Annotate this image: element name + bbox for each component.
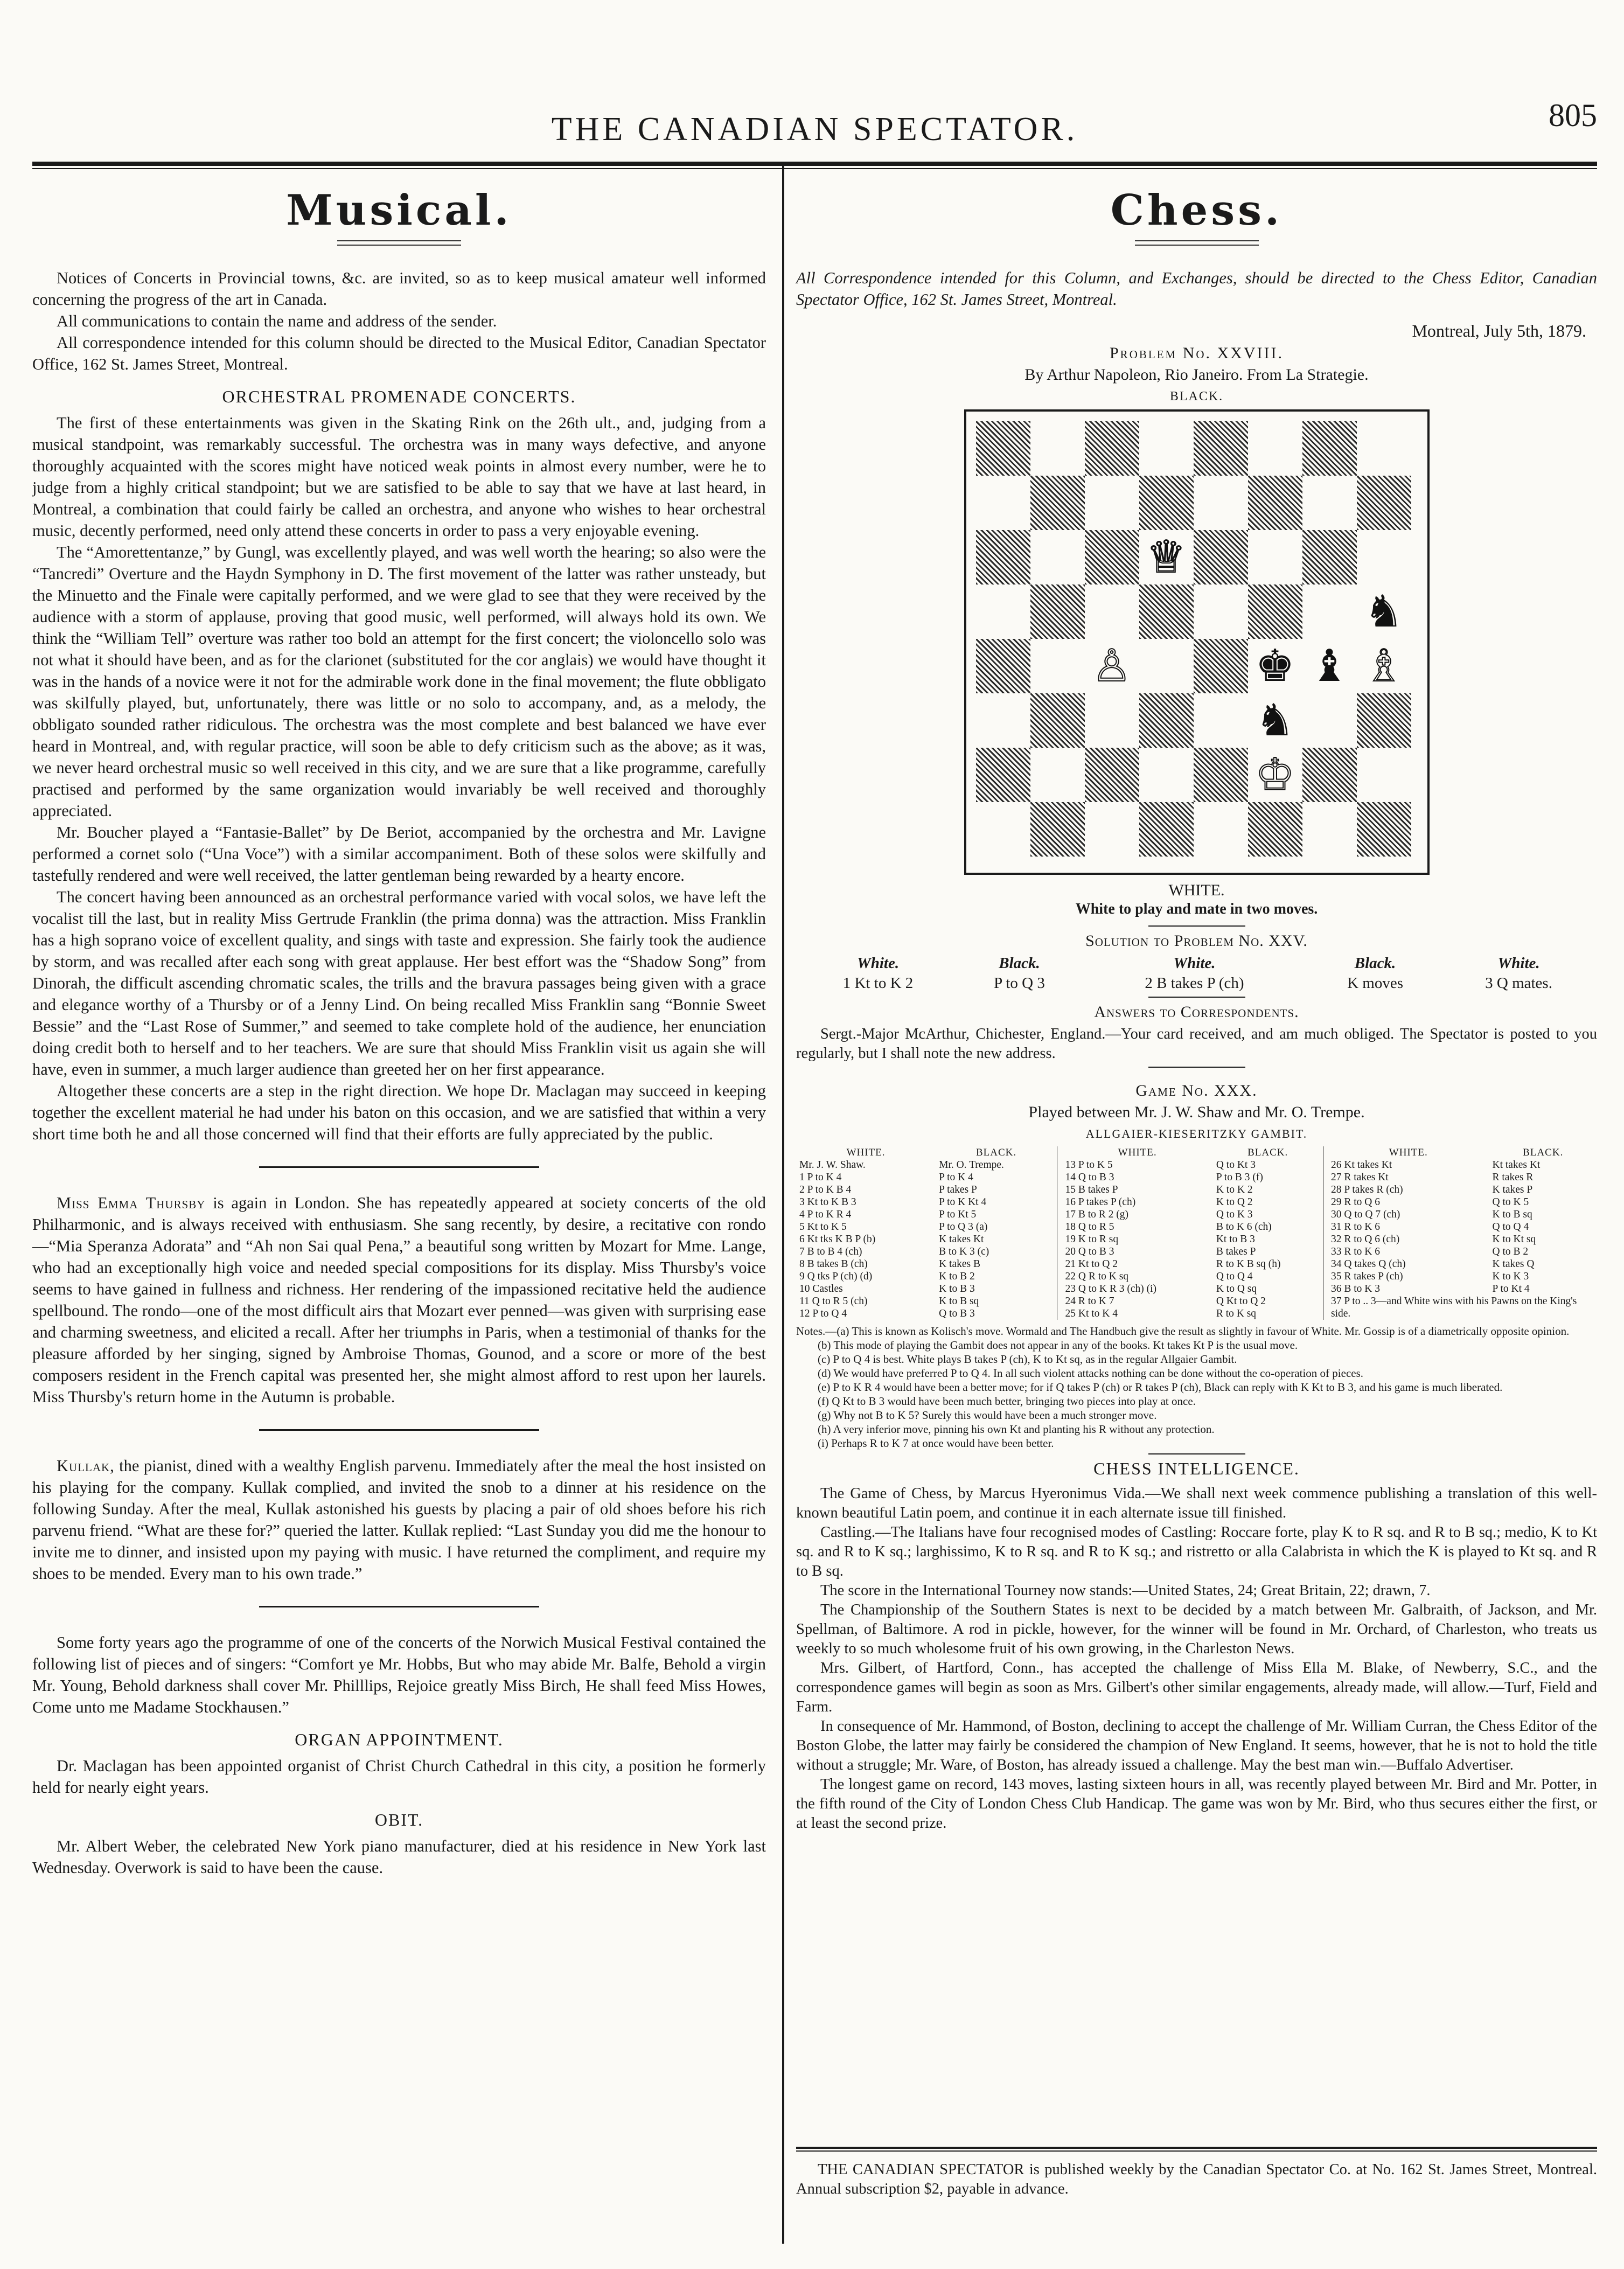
moves-table (1062, 1146, 1323, 1320)
board-square-b3 (1030, 693, 1085, 748)
board-square-g5 (1302, 584, 1357, 639)
move-row (796, 1245, 1057, 1258)
white-bishop-icon: ♗ (1364, 640, 1404, 692)
heading-flourish (1135, 240, 1259, 246)
black-move: K takes B (939, 1258, 980, 1270)
move-row (1062, 1270, 1323, 1283)
board-square-b8 (1030, 421, 1085, 476)
footer-rule-thin (796, 2150, 1597, 2152)
move-row (1328, 1270, 1597, 1283)
black-move: P to Kt 5 (939, 1209, 977, 1220)
norwich-paragraph: Some forty years ago the programme of one of the concerts of the Norwich Musical Festival contained the following list of pieces and of singers: “Comfort ye Mr. Hobbs, But who may abide Mr. Balfe, Behold a virgin Mr. Young, Behold darkness shall cover Mr. Philllips, Rejoice greatly Miss Birch, He shall feed Miss Howes, Come unto me Madame Stockhausen.” (32, 1633, 766, 1716)
black-move: K to K 3 (1492, 1271, 1529, 1282)
chess-board (976, 421, 1411, 857)
thursby-text: is again in London. She has repeatedly appeared at society concerts of the old Philharmonic, and is always received with enthusiasm. She sang recently, by desire, a recitative con rondo—“Mia Speranza Adorata” and “Ah non Sai qual Pena,” a beautiful song written by Mozart for Mme. Lange, who had an exceptionally high voice and needed special compositions for its display. Miss Thursby's voice seems to have gained in fullness and richness. Her rendering of the impassioned recitative held the audience spellbound. The rondo—one of the most difficult airs that Mozart ever penned—was given with surprising ease and charming sweetness, and elicited a recall. After her triumphs in Paris, when a testimonial of thanks for the pleasure afforded by her singing, signed by Ambroise Thomas, Gounod, and a score or more of the best composers resident in the French capital was presented her, she might almost afford to rest upon her laurels. Miss Thursby's return home in the Autumn is probable. (32, 1194, 766, 1406)
publication-title: THE CANADIAN SPECTATOR. (551, 111, 1078, 148)
board-square-e8 (1194, 421, 1248, 476)
page-number: 805 (1549, 98, 1597, 133)
kullak-text: the pianist, dined with a wealthy English parvenu. Immediately after the meal the host insisted on his playing for the company. Kullak complied, and invited the snob to a dinner at his residence on the following Sunday. After the meal, Kullak astonished his guests by placing a pair of old shoes before his rich parvenu friend. “What are these for?” queried the latter. Kullak replied: “Last Sunday you did me the honour to invite me to dinner, and insisted upon my paying with music. I have returned the compliment, and require my shoes to be mended. Every man to his own trade.” (32, 1457, 766, 1583)
white-move: 31 R to K 6 (1331, 1221, 1381, 1233)
chess-date: Montreal, July 5th, 1879. (1412, 321, 1586, 340)
chess-correspondence: All Correspondence intended for this Column, and Exchanges, should be directed to the Chess Editor, Canadian Spectator Office, 162 St. James Street, Montreal. (796, 269, 1597, 309)
solution-move: P to Q 3 (994, 975, 1045, 992)
kullak-lead: Kullak, (57, 1457, 115, 1475)
black-knight-icon: ♞ (1255, 694, 1295, 746)
move-row (796, 1171, 1057, 1184)
concerts-paragraph: Altogether these concerts are a step in the right direction. We hope Dr. Maclagan may succeed in keeping together the excellent material he had under his baton on this occasion, and we are satisfied that within a very short time both he and all those concerned will find that their efforts are fully appreciated by the public. (32, 1082, 766, 1143)
white-move: 35 R takes P (ch) (1331, 1271, 1403, 1282)
board-square-f4 (1248, 639, 1302, 693)
player-white: Mr. J. W. Shaw. (799, 1159, 866, 1171)
white-move: 16 P takes P (ch) (1065, 1196, 1136, 1208)
note: Notes.—(a) This is known as Kolisch's move. Wormald and The Handbuch give the result as slightly in favour of White. Mr. Gossip is of a diametrically opposite opinion. (796, 1325, 1570, 1338)
white-move: 33 R to K 6 (1331, 1246, 1381, 1257)
black-move: K takes Q (1492, 1258, 1535, 1270)
solution-header: White. (1173, 955, 1216, 972)
board-square-f1 (1248, 802, 1302, 857)
obit-heading: OBIT. (374, 1810, 424, 1829)
move-row (1062, 1307, 1323, 1320)
board-square-b2 (1030, 748, 1085, 802)
board-square-a1 (976, 802, 1030, 857)
footer-rule-thick (796, 2147, 1597, 2149)
problem-instruction: White to play and mate in two moves. (1075, 901, 1318, 917)
black-move: P to Kt 4 (1492, 1283, 1530, 1294)
board-square-h3 (1357, 693, 1411, 748)
section-separator (259, 1166, 539, 1168)
game-moves (796, 1146, 1597, 1320)
black-move: K takes Kt (939, 1234, 984, 1245)
board-square-e4 (1194, 639, 1248, 693)
black-knight-icon: ♞ (1364, 586, 1404, 637)
move-row (1062, 1171, 1323, 1184)
board-square-e2 (1194, 748, 1248, 802)
solution-header: Black. (1354, 955, 1396, 972)
board-square-d8 (1139, 421, 1194, 476)
move-row (796, 1196, 1057, 1208)
board-square-e3 (1194, 693, 1248, 748)
board-square-c2 (1085, 748, 1139, 802)
white-move: 17 B to R 2 (g) (1065, 1209, 1129, 1220)
black-move: P to K Kt 4 (939, 1196, 987, 1208)
board-square-a7 (976, 476, 1030, 530)
black-move: Q to Q 4 (1492, 1221, 1529, 1233)
board-square-f7 (1248, 476, 1302, 530)
board-square-c6 (1085, 530, 1139, 584)
black-move: Q to Q 4 (1216, 1271, 1253, 1282)
white-move: 11 Q to R 5 (ch) (799, 1296, 868, 1307)
white-label: WHITE. (1168, 881, 1225, 899)
move-row (1328, 1196, 1597, 1208)
move-row (796, 1184, 1057, 1196)
move-row (796, 1208, 1057, 1221)
white-move: 5 Kt to K 5 (799, 1221, 847, 1233)
black-move: B takes P (1216, 1246, 1256, 1257)
concerts-paragraph: The concert having been announced as an orchestral performance varied with vocal solos, we have left the vocalist till the last, but in reality Miss Gertrude Franklin (the prima donna) was the attraction. Miss Franklin has a high soprano voice of excellent quality, and sings with taste and expression. She fairly took the audience by storm, and was recalled after each song with great applause. Her best effort was the “Shadow Song” from Dinorah, the difficult ascending chromatic scales, the trills and the bravura passages being given with a grace and elegance worthy of a Thursby or of a Jenny Lind. On being recalled Miss Franklin sang “Bonnie Sweet Bessie” and the “Last Rose of Summer,” and seemed to take complete hold of the audience, her enunciation doing credit both to herself and to her teachers. We are sure that should Miss Franklin visit us again she will have, even in summer, a much larger audience than greeted her on her first appearance. (32, 888, 766, 1078)
white-move: 29 R to Q 6 (1331, 1196, 1381, 1208)
white-move: 30 Q to Q 7 (ch) (1331, 1209, 1400, 1220)
answers-title: Answers to Correspondents. (1094, 1003, 1299, 1021)
black-move: K to B 2 (939, 1271, 975, 1282)
game-title: Game No. XXX. (1135, 1082, 1258, 1099)
chess-column (796, 162, 1597, 1833)
section-separator (259, 1606, 539, 1607)
solution-move: 2 B takes P (ch) (1145, 975, 1244, 992)
intelligence-paragraph: The longest game on record, 143 moves, lasting sixteen hours in all, was recently played between Mr. Bird and Mr. Potter, in the fifth round of the City of London Chess Club Handicap. The game was won by Mr. Bird, who thus secures either the first, or at least the second prize. (796, 1776, 1597, 1832)
concerts-heading: ORCHESTRAL PROMENADE CONCERTS. (222, 387, 576, 406)
organ-paragraph: Dr. Maclagan has been appointed organist of Christ Church Cathedral in this city, a position he formerly held for nearly eight years. (32, 1757, 766, 1797)
board-square-c3 (1085, 693, 1139, 748)
white-move: 8 B takes B (ch) (799, 1258, 868, 1270)
intelligence-paragraph: Castling.—The Italians have four recognised modes of Castling: Roccare forte, play K to R sq. and R to B sq.; medio, K to Kt sq. and R to K sq.; larghissimo, K to R sq. and R to K sq.; and ristretto or alla Calabrista in which the K is played to Kt sq. and R to B sq. (796, 1524, 1597, 1579)
board-square-h7 (1357, 476, 1411, 530)
move-row (796, 1307, 1057, 1320)
move-row (1328, 1258, 1597, 1270)
move-row (1328, 1184, 1597, 1196)
board-square-h1 (1357, 802, 1411, 857)
board-square-h6 (1357, 530, 1411, 584)
move-row (796, 1221, 1057, 1233)
note: (h) A very inferior move, pinning his own Kt and planting his R without any protection. (818, 1423, 1215, 1436)
problem-byline: By Arthur Napoleon, Rio Janeiro. From La Strategie. (1024, 366, 1369, 384)
col-header: BLACK. (1247, 1147, 1288, 1158)
white-king-icon: ♔ (1255, 749, 1295, 801)
gambit-name: ALLGAIER-KIESERITZKY GAMBIT. (1085, 1127, 1308, 1140)
col-header: WHITE. (1389, 1147, 1428, 1158)
move-row (1062, 1184, 1323, 1196)
solution-move: K moves (1347, 975, 1404, 992)
white-move: 23 Q to K R 3 (ch) (i) (1065, 1283, 1157, 1294)
black-move: R to K sq (1216, 1308, 1257, 1319)
black-move: K to Q sq (1216, 1283, 1257, 1294)
section-separator (1148, 1453, 1245, 1454)
white-move: 27 R takes Kt (1331, 1172, 1389, 1183)
board-square-g8 (1302, 421, 1357, 476)
chess-heading: Chess. (1110, 186, 1283, 235)
black-label: BLACK. (1169, 389, 1224, 403)
note: (c) P to Q 4 is best. White plays B takes P (ch), K to Kt sq, as in the regular Allgaier Gambit. (818, 1353, 1237, 1366)
white-move: 6 Kt tks K B P (b) (799, 1234, 876, 1245)
board-square-b7 (1030, 476, 1085, 530)
intelligence-paragraph: Mrs. Gilbert, of Hartford, Conn., has accepted the challenge of Miss Ella M. Blake, of Newberry, S.C., and the correspondence games will begin as soon as Mrs. Gilbert's other similar engagements, already made, will allow.—Turf, Field and Farm. (796, 1660, 1597, 1715)
move-row (1328, 1233, 1597, 1245)
black-move: R takes R (1492, 1172, 1534, 1183)
board-square-b4 (1030, 639, 1085, 693)
board-square-a4 (976, 639, 1030, 693)
move-row (1328, 1221, 1597, 1233)
board-square-g2 (1302, 748, 1357, 802)
board-square-h5 (1357, 584, 1411, 639)
intelligence-paragraph: The Championship of the Southern States is next to be decided by a match between Mr. Galbraith, of Jackson, and Mr. Spellman, of Baltimore. A rod in pickle, however, for the winner will be found in Mr. Orchard, of Charleston, who treats us weekly to so much wholesome fruit of his own growing, in the Charleston News. (796, 1602, 1597, 1657)
move-row (796, 1283, 1057, 1295)
column-divider (782, 164, 784, 2244)
note: (f) Q Kt to B 3 would have been much better, bringing two pieces into play at once. (818, 1395, 1196, 1408)
black-move: K to K 2 (1216, 1184, 1253, 1195)
board-square-f3 (1248, 693, 1302, 748)
board-square-h2 (1357, 748, 1411, 802)
notice-paragraph: All correspondence intended for this column should be directed to the Musical Editor, Canadian Spectator Office, 162 St. James Street, Montreal. (32, 333, 766, 373)
solution-move: 3 Q mates. (1485, 975, 1552, 992)
move-row (796, 1233, 1057, 1245)
board-square-c7 (1085, 476, 1139, 530)
col-header: BLACK. (975, 1147, 1017, 1158)
board-square-g3 (1302, 693, 1357, 748)
chess-board-frame (964, 409, 1430, 875)
move-row (796, 1270, 1057, 1283)
move-row (1062, 1196, 1323, 1208)
black-move: Q to K 3 (1216, 1209, 1253, 1220)
board-square-g4 (1302, 639, 1357, 693)
move-row (1062, 1245, 1323, 1258)
solution-header: White. (1497, 955, 1540, 972)
move-row (796, 1295, 1057, 1307)
note: (g) Why not B to K 5? Surely this would have been a much stronger move. (818, 1409, 1157, 1422)
move-row (1328, 1295, 1597, 1320)
black-move: P to K 4 (939, 1172, 973, 1183)
move-row (1328, 1245, 1597, 1258)
white-move: 2 P to K B 4 (799, 1184, 852, 1195)
section-separator (1148, 925, 1245, 927)
white-move: 14 Q to B 3 (1065, 1172, 1114, 1183)
black-move: Q to K 5 (1492, 1196, 1529, 1208)
black-move: K to Kt sq (1492, 1234, 1536, 1245)
white-move: 36 B to K 3 (1331, 1283, 1381, 1294)
solution-header: White. (856, 955, 900, 972)
board-square-f5 (1248, 584, 1302, 639)
board-square-f8 (1248, 421, 1302, 476)
section-separator (1148, 1067, 1245, 1068)
black-move: Kt takes Kt (1492, 1159, 1541, 1171)
move-row (1062, 1283, 1323, 1295)
black-move: K to Q 2 (1216, 1196, 1253, 1208)
concerts-paragraph: Mr. Boucher played a “Fantasie-Ballet” by De Beriot, accompanied by the orchestra and Mr. Lavigne performed a cornet solo (“Una Voce”) with a similar accompaniment. Both of these solos were skilfully and tastefully rendered and were well received, the latter gentleman being rewarded by a hearty encore. (32, 823, 766, 885)
thursby-paragraph (32, 1192, 766, 1408)
white-move: 15 B takes P (1065, 1184, 1118, 1195)
white-move: 37 P to .. 3—and White wins with his Pawns on the King's side. (1331, 1296, 1577, 1319)
board-square-a8 (976, 421, 1030, 476)
white-move: 18 Q to R 5 (1065, 1221, 1114, 1233)
board-square-b5 (1030, 584, 1085, 639)
black-move: K to B sq (1492, 1209, 1532, 1220)
board-square-a6 (976, 530, 1030, 584)
board-square-a2 (976, 748, 1030, 802)
white-move: 13 P to K 5 (1065, 1159, 1113, 1171)
game-players: Played between Mr. J. W. Shaw and Mr. O. Trempe. (1028, 1103, 1365, 1121)
white-move: 25 Kt to K 4 (1065, 1308, 1118, 1319)
board-square-d4 (1139, 639, 1194, 693)
note: (d) We would have preferred P to Q 4. In all such violent attacks nothing can be done without the co-operation of pieces. (818, 1367, 1364, 1380)
board-square-f2 (1248, 748, 1302, 802)
move-row (1062, 1258, 1323, 1270)
white-move: 34 Q takes Q (ch) (1331, 1258, 1406, 1270)
board-square-e7 (1194, 476, 1248, 530)
white-move: 24 R to K 7 (1065, 1296, 1114, 1307)
white-move: 12 P to Q 4 (799, 1308, 847, 1319)
board-square-a3 (976, 693, 1030, 748)
thursby-lead: Miss Emma Thursby (57, 1194, 206, 1212)
section-separator (1148, 997, 1245, 998)
note: (i) Perhaps R to K 7 at once would have been better. (818, 1437, 1054, 1450)
white-pawn-icon: ♙ (1092, 640, 1132, 692)
note: (b) This mode of playing the Gambit does not appear in any of the books. Kt takes Kt P is the usual move. (818, 1339, 1298, 1352)
intelligence-paragraph: The score in the International Tourney now stands:—United States, 24; Great Britain, 22; drawn, 7. (820, 1582, 1431, 1599)
musical-column (32, 162, 766, 1878)
board-square-d5 (1139, 584, 1194, 639)
board-square-b1 (1030, 802, 1085, 857)
col-header: WHITE. (1118, 1147, 1157, 1158)
col-header: BLACK. (1523, 1147, 1564, 1158)
move-row (1062, 1295, 1323, 1307)
white-move: 3 Kt to K B 3 (799, 1196, 856, 1208)
publication-notice (796, 2147, 1597, 2199)
solution-title: Solution to Problem No. XXV. (1085, 932, 1308, 950)
note: (e) P to K R 4 would have been a better move; for if Q takes P (ch) or R takes P (ch), Black can reply with K Kt to B 3, and his game is much liberated. (818, 1381, 1503, 1394)
col-header: WHITE. (846, 1147, 886, 1158)
black-move: P to B 3 (f) (1216, 1172, 1263, 1183)
board-square-a5 (976, 584, 1030, 639)
musical-heading: Musical. (286, 186, 512, 235)
black-move: Q to Kt 3 (1216, 1159, 1256, 1171)
board-square-c4 (1085, 639, 1139, 693)
white-move: 19 K to R sq (1065, 1234, 1119, 1245)
board-square-c5 (1085, 584, 1139, 639)
white-move: 28 P takes R (ch) (1331, 1184, 1403, 1195)
black-move: K to B sq (939, 1296, 979, 1307)
page-header (32, 81, 1597, 148)
board-square-e1 (1194, 802, 1248, 857)
board-square-b6 (1030, 530, 1085, 584)
subscription-notice: THE CANADIAN SPECTATOR is published weekly by the Canadian Spectator Co. at No. 162 St. James Street, Montreal. Annual subscription $2, payable in advance. (796, 2161, 1597, 2197)
white-move: 32 R to Q 6 (ch) (1331, 1234, 1400, 1245)
solution-header: Black. (999, 955, 1040, 972)
organ-heading: ORGAN APPOINTMENT. (295, 1730, 504, 1749)
intelligence-heading: CHESS INTELLIGENCE. (1093, 1459, 1300, 1478)
intelligence-paragraph: In consequence of Mr. Hammond, of Boston, declining to accept the challenge of Mr. William Curran, the Chess Editor of the Boston Globe, the latter may fairly be considered the champion of New England. It seems, however, that he is not to hold the title without a struggle; Mr. Ware, of Boston, has already issued a challenge. May the best man win.—Buffalo Advertiser. (796, 1718, 1597, 1773)
board-square-d6 (1139, 530, 1194, 584)
board-square-d3 (1139, 693, 1194, 748)
black-move: Q to B 3 (939, 1308, 975, 1319)
moves-table (796, 1146, 1057, 1320)
white-move: 21 Kt to Q 2 (1065, 1258, 1118, 1270)
white-move: 9 Q tks P (ch) (d) (799, 1271, 873, 1282)
black-move: Kt to B 3 (1216, 1234, 1255, 1245)
board-square-d1 (1139, 802, 1194, 857)
white-move: 10 Castles (799, 1283, 843, 1294)
board-square-c1 (1085, 802, 1139, 857)
board-square-g6 (1302, 530, 1357, 584)
move-row (1062, 1159, 1323, 1171)
black-move: B to K 6 (ch) (1216, 1221, 1272, 1233)
concerts-paragraph: The first of these entertainments was given in the Skating Rink on the 26th ult., and, judging from a musical standpoint, was remarkably successful. The orchestra was in many ways defective, and anyone thoroughly acquainted with the scores might have noticed weak points in almost every number, were he to judge from a highly critical standpoint; but we are satisfied to be able to say that we have at last heard, in Montreal, a combination that could fairly be called an orchestra, and anyone who wishes to hear orchestral music, decently performed, need only attend these concerts in order to pass a very enjoyable evening. (32, 414, 766, 540)
solution-table (796, 953, 1597, 993)
black-move: Q to B 2 (1492, 1246, 1529, 1257)
solution-move: 1 Kt to K 2 (842, 975, 914, 992)
black-king-icon: ♚ (1255, 640, 1295, 692)
kullak-paragraph (32, 1455, 766, 1584)
move-row (1328, 1171, 1597, 1184)
black-move: K takes P (1492, 1184, 1533, 1195)
board-square-g7 (1302, 476, 1357, 530)
answers-paragraph: Sergt.-Major McArthur, Chichester, England.—Your card received, and am much obliged. The Spectator is posted to you regularly, but I shall note the new address. (796, 1026, 1597, 1062)
white-move: 20 Q to B 3 (1065, 1246, 1114, 1257)
black-move: R to K B sq (h) (1216, 1258, 1281, 1270)
black-move: P takes P (939, 1184, 977, 1195)
move-row (1062, 1208, 1323, 1221)
intelligence-paragraph: The Game of Chess, by Marcus Hyeronimus Vida.—We shall next week commence publishing a translation of this well-known beautiful Latin poem, and continue it in each alternate issue till finished. (796, 1485, 1597, 1521)
board-square-h8 (1357, 421, 1411, 476)
move-row (1328, 1283, 1597, 1295)
moves-table (1328, 1146, 1597, 1320)
white-move: 26 Kt takes Kt (1331, 1159, 1392, 1171)
move-row (1328, 1208, 1597, 1221)
problem-title: Problem No. XXVIII. (1110, 344, 1284, 362)
move-row (1328, 1159, 1597, 1171)
black-bishop-icon: ♝ (1309, 640, 1349, 692)
board-square-c8 (1085, 421, 1139, 476)
board-square-g1 (1302, 802, 1357, 857)
notice-paragraph: All communications to contain the name and address of the sender. (57, 312, 497, 330)
black-move: P to Q 3 (a) (939, 1221, 988, 1233)
concerts-paragraph: The “Amorettentanze,” by Gungl, was excellently played, and was well worth the hearing; so also were the “Tancredi” Overture and the Haydn Symphony in D. The first movement of the latter was rather unsteady, but the Minuetto and the Finale were capitally performed, and we were glad to see that they were received by the audience with a storm of applause, proving that good music, well performed, will always hold its own. We think the “William Tell” overture was rather too bold an attempt for the first concert; the violoncello solo was not what it should have been, and as for the clarionet (substituted for the cor anglais) we would have thought it was in the hands of a novice were it not for the admirable work done in the final movement; the flute obbligato was skilfully played, but, unfortunately, there was little or no solo to accompany, and, as a melody, the obbligato sounded rather ridiculous. The orchestra was the most complete and best balanced we have ever heard in Montreal, and, with regular practice, will soon be able to defy criticism such as the above; as it was, we never heard orchestral music so well received in this city, and we are sure that a like programme, carefully practised and performed by the same organization would invariably be well received and thoroughly appreciated. (32, 543, 766, 820)
black-move: K to B 3 (939, 1283, 975, 1294)
board-square-f6 (1248, 530, 1302, 584)
board-square-h4 (1357, 639, 1411, 693)
section-separator (259, 1429, 539, 1431)
move-row (1062, 1233, 1323, 1245)
move-row (796, 1258, 1057, 1270)
notice-paragraph: Notices of Concerts in Provincial towns, &c. are invited, so as to keep musical amateur well informed concerning the progress of the art in Canada. (32, 269, 766, 309)
move-row (1062, 1221, 1323, 1233)
board-square-e6 (1194, 530, 1248, 584)
board-square-e5 (1194, 584, 1248, 639)
black-move: Q Kt to Q 2 (1216, 1296, 1266, 1307)
white-move: 22 Q R to K sq (1065, 1271, 1129, 1282)
board-square-d7 (1139, 476, 1194, 530)
board-square-d2 (1139, 748, 1194, 802)
white-move: 4 P to K R 4 (799, 1209, 852, 1220)
game-notes (796, 1324, 1597, 1450)
white-move: 1 P to K 4 (799, 1172, 842, 1183)
black-move: B to K 3 (c) (939, 1246, 989, 1257)
intelligence-body (796, 1484, 1597, 1833)
player-black: Mr. O. Trempe. (939, 1159, 1004, 1171)
obit-paragraph: Mr. Albert Weber, the celebrated New York piano manufacturer, died at his residence in New York last Wednesday. Overwork is said to have been the cause. (32, 1837, 766, 1877)
white-queen-icon: ♕ (1146, 531, 1186, 583)
heading-flourish (337, 240, 461, 246)
white-move: 7 B to B 4 (ch) (799, 1246, 862, 1257)
